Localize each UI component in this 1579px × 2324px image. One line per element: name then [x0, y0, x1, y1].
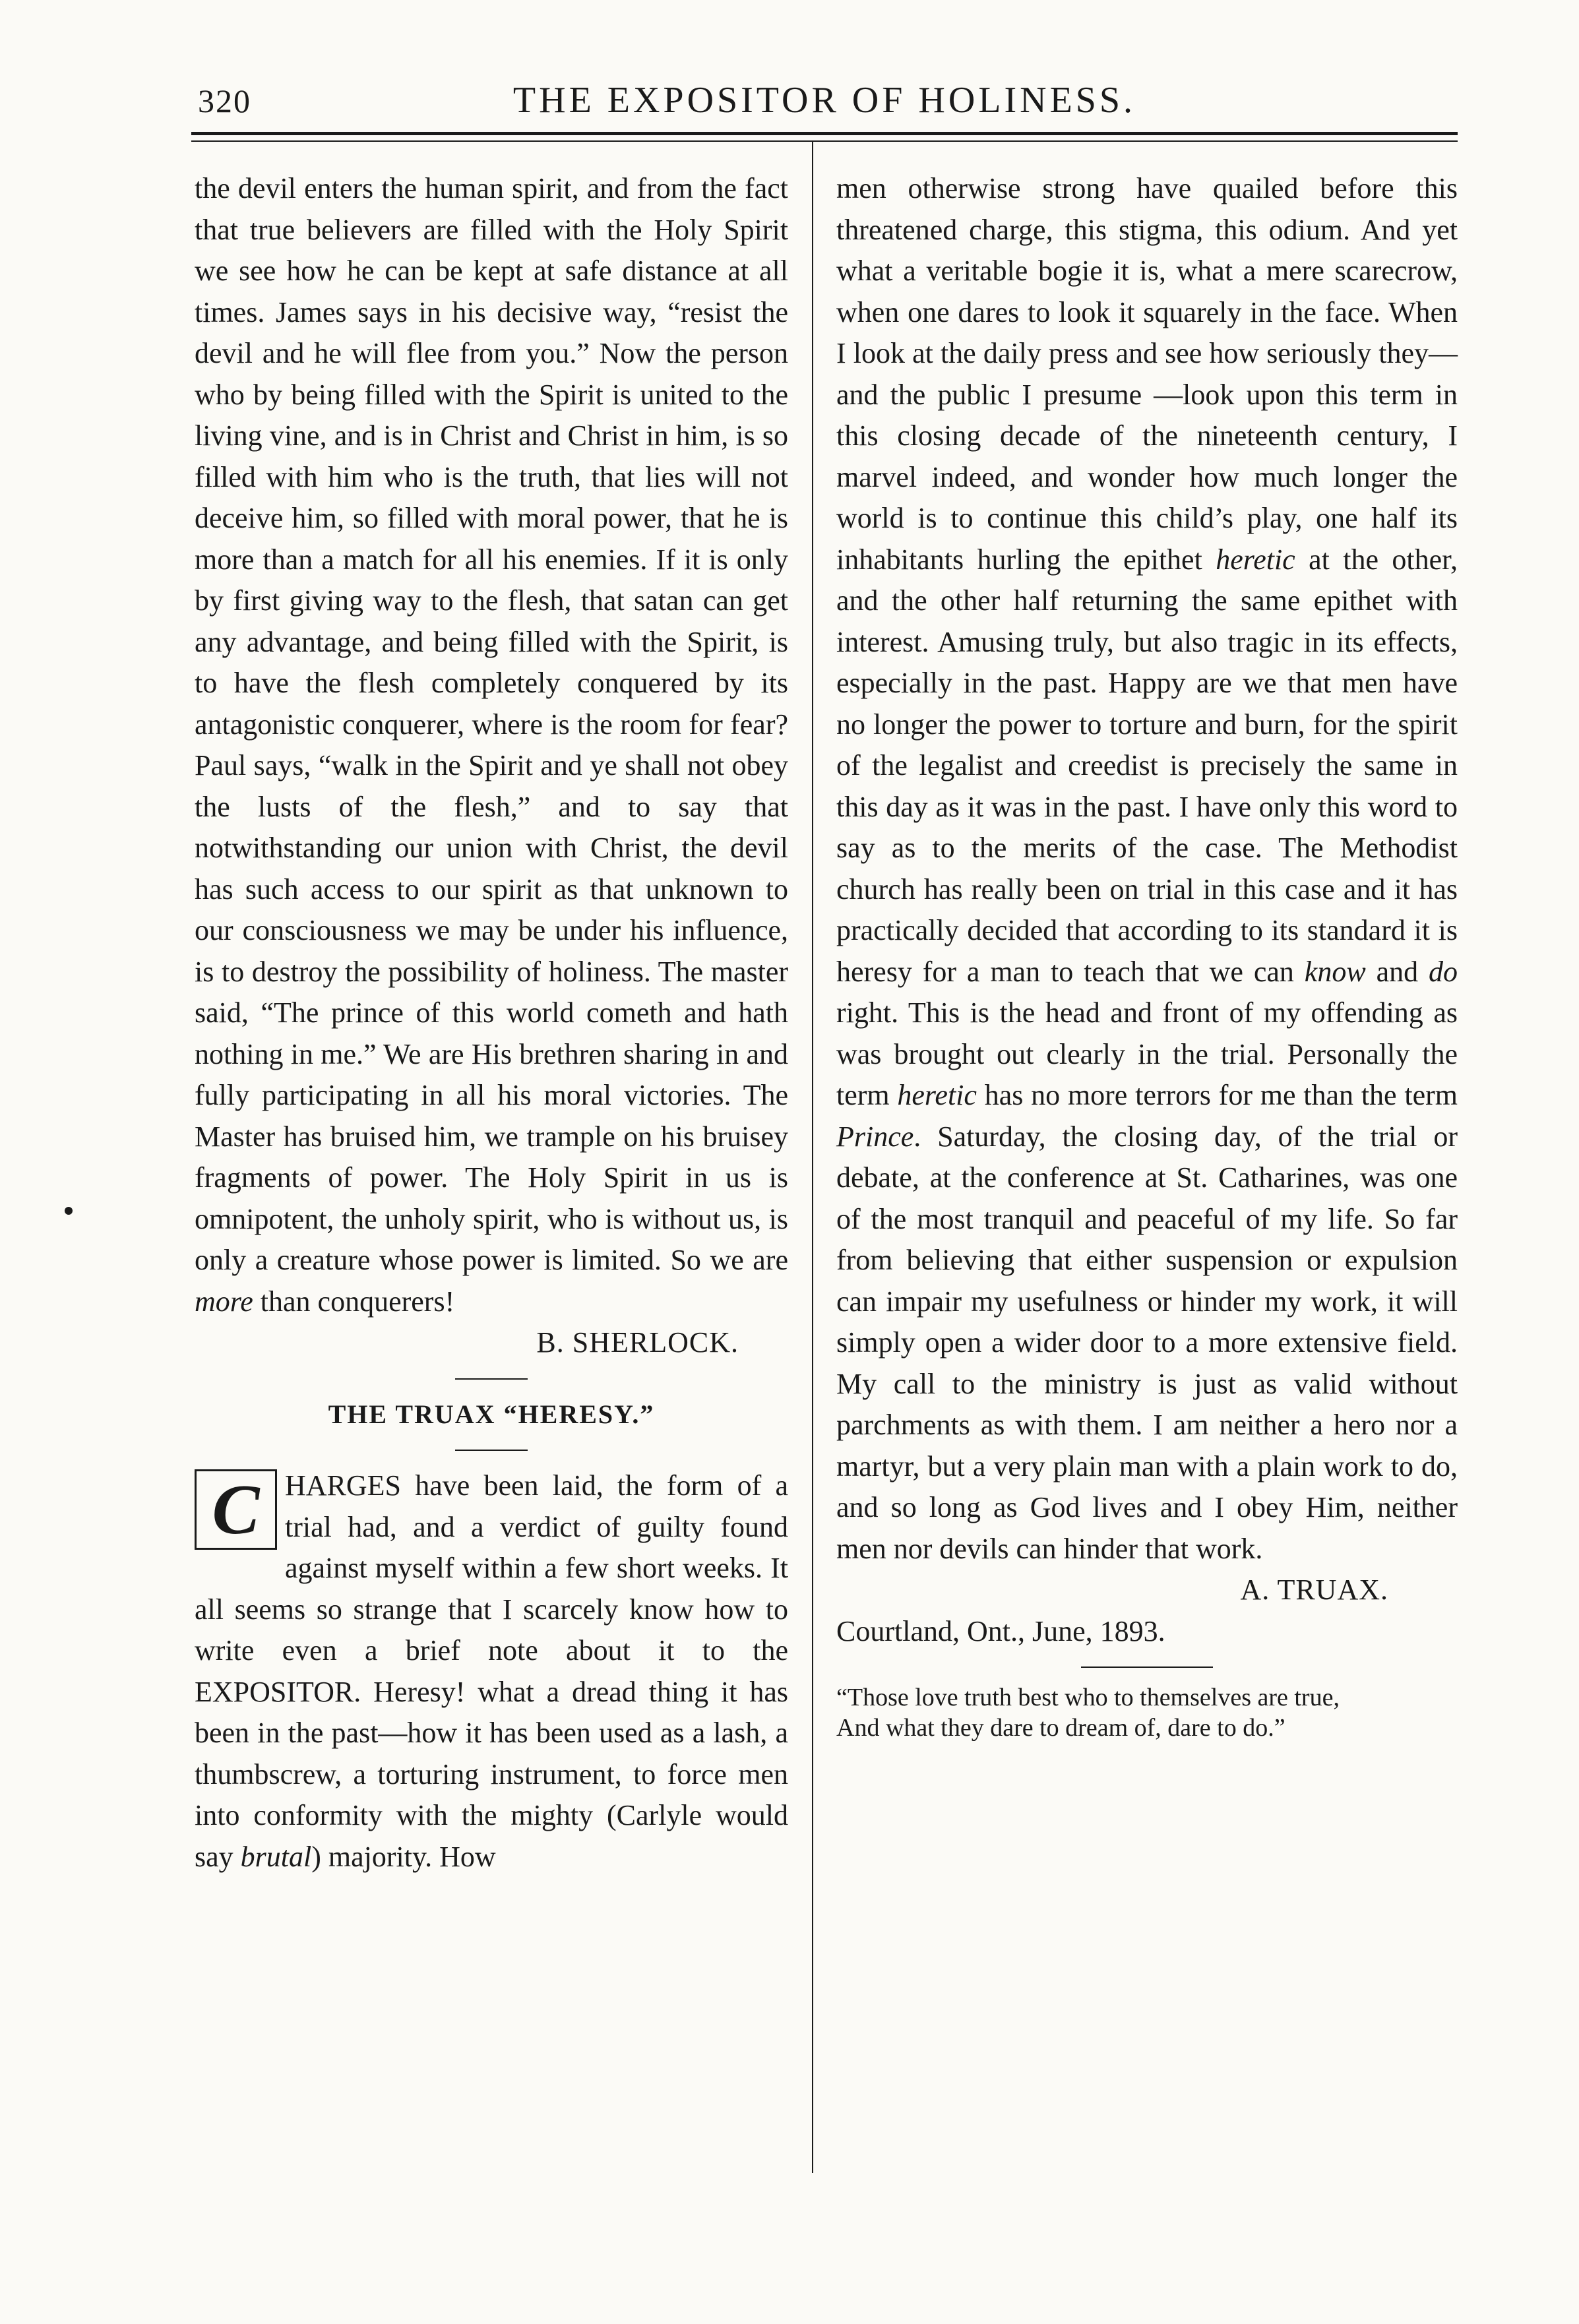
sherlock-signature: B. SHERLOCK.: [536, 1326, 739, 1359]
truax-opening-paragraph: C HARGES have been laid, the form of a trial had, and a verdict of guilty found against myself within a few short weeks. It all seems so strange that I scarcely know how to write even a brief note about it to the EXPOSITOR. Heresy! what a dread thing it has been in the past—how it has been used as a lash, a thumbscrew, a torturing instrument, to force men into conformity with the mighty (Carlyle would say brutal) majority. How: [195, 1469, 788, 1873]
sherlock-paragraph: the devil enters the human spirit, and from the fact that true believers are filled with the Holy Spirit we see how he can be kept at safe distance at all times. James says in his decisive way, “resist the devil and he will flee from you.” Now the person who by being filled with the Spirit is united to the living vine, and is in Christ and Christ in him, is so filled with him who is the truth, that lies will not deceive him, so filled with moral power, that he is more than a match for all his enemies. If it is only by first giving way to the flesh, that satan can get any advantage, and being filled with the Spirit, is to have the flesh completely conquered by its antagonistic conquerer, where is the room for fear? Paul says, “walk in the Spirit and ye shall not obey the lusts of the flesh,” and to say that notwithstanding our union with Christ, the devil has such access to our spirit as that unknown to our consciousness we may be under his influence, is to destroy the possibility of holiness. The master said, “The prince of this world cometh and hath nothing in me.” We are His brethren sharing in and fully participating in all his moral victories. The Master has bruised him, we trample on his bruisey fragments of power. The Holy Spirit in us is omnipotent, the unholy spirit, who is without us, is only a creature whose power is limited. So we are more than conquerers!: [195, 172, 788, 1318]
header-rule-thin: [191, 140, 1458, 142]
section-divider: [455, 1378, 528, 1380]
running-title: THE EXPOSITOR OF HOLINESS.: [512, 80, 1136, 121]
margin-dot: [65, 1207, 73, 1215]
page-header: [191, 79, 1458, 132]
truax-signature: A. TRUAX.: [1240, 1574, 1388, 1606]
closing-quote-line-2: And what they dare to dream of, dare to do.”: [836, 1714, 1285, 1742]
closing-quote-line-1: “Those love truth best who to themselves are true,: [836, 1684, 1340, 1711]
article-heading: THE TRUAX “HERESY.”: [328, 1399, 655, 1429]
heading-divider: [455, 1450, 528, 1451]
left-column: [195, 168, 788, 1878]
column-divider: [812, 142, 813, 2173]
drop-cap-letter: C: [195, 1469, 277, 1550]
header-rule-thick: [191, 132, 1458, 135]
quote-divider: [1081, 1667, 1213, 1668]
truax-continued-paragraph: men otherwise strong have quailed before this threatened charge, this stigma, this odium. And yet what a veritable bogie it is, what a mere scarecrow, when one dares to look it squarely in the face. When I look at the daily press and see how seriously they—and the public I presume —look upon this term in this closing decade of the nineteenth century, I marvel indeed, and wonder how much longer the world is to continue this child’s play, one half its inhabitants hurling the epithet heretic at the other, and the other half returning the same epithet with interest. Amusing truly, but also tragic in its effects, especially in the past. Happy are we that men have no longer the power to torture and burn, for the spirit of the legalist and creedist is precisely the same in this day as it was in the past. I have only this word to say as to the merits of the case. The Methodist church has really been on trial in this case and it has practically decided that according to its standard it is heresy for a man to teach that we can know and do right. This is the head and front of my offending as was brought out clearly in the trial. Personally the term heretic has no more terrors for me than the term Prince. Saturday, the closing day, of the trial or debate, at the conference at St. Catharines, was one of the most tranquil and peaceful of my life. So far from believing that either suspension or expulsion can impair my usefulness or hinder my work, it will simply open a wider door to a more extensive field. My call to the ministry is just as valid without parchments as with them. I am neither a hero nor a martyr, but a very plain man with a plain work to do, and so long as God lives and I obey Him, neither men nor devils can hinder that work.: [836, 172, 1458, 1565]
right-column: [836, 168, 1458, 1743]
page-number: 320: [198, 82, 251, 119]
place-and-date: Courtland, Ont., June, 1893.: [836, 1614, 1165, 1647]
